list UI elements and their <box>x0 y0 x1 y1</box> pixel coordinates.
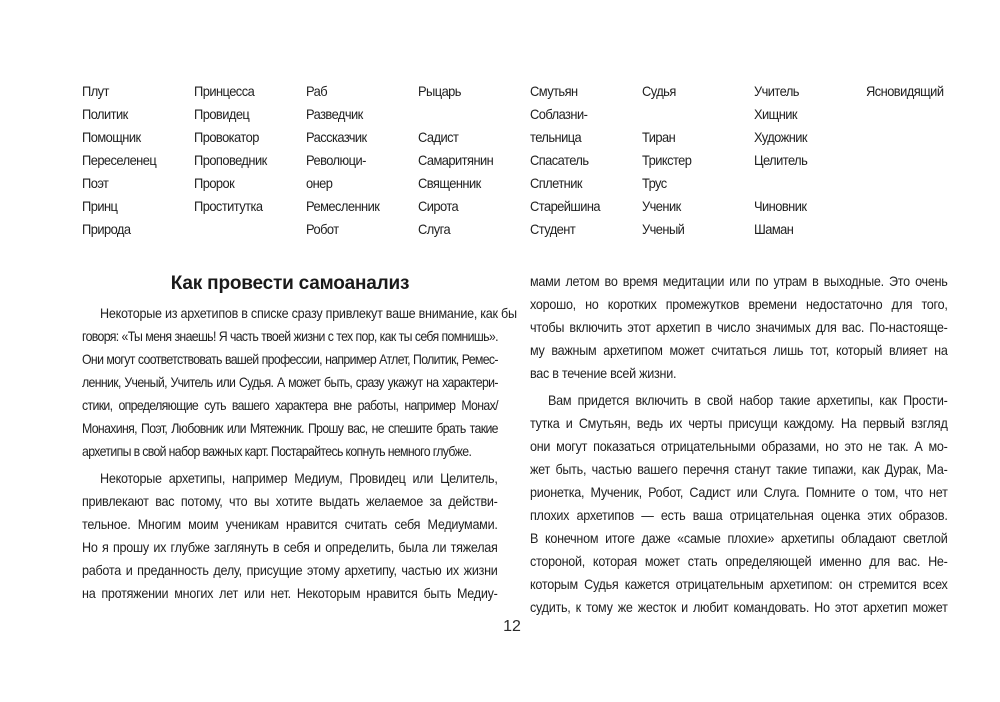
archetype-name: Принц <box>82 198 118 214</box>
archetype-name: Провокатор <box>194 129 259 145</box>
archetype-name: Проститутка <box>194 198 263 214</box>
archetype-list <box>82 80 962 240</box>
text-line: Но я прошу их глубже заглянуть в себя и определить, была ли тяжелая <box>82 539 498 555</box>
archetype-name: Плут <box>82 83 109 99</box>
archetype-name: Политик <box>82 106 128 122</box>
archetype-name: Ученый <box>642 221 685 237</box>
archetype-name: Принцесса <box>194 83 255 99</box>
archetype-name: Учитель <box>754 83 799 99</box>
archetype-name: Поэт <box>82 175 109 191</box>
archetype-name: Самаритянин <box>418 152 494 168</box>
archetype-name: Пророк <box>194 175 235 191</box>
archetype-name <box>866 103 969 126</box>
text-line: жет быть, частью вашего перечня станут такие типажи, как Дурак, Ма- <box>530 461 948 477</box>
archetype-name: Соблазни- <box>530 106 588 122</box>
archetype-name: Природа <box>82 221 131 237</box>
text-line: которым Судья кажется отрицательным архетипом: он стремится всех <box>530 576 948 592</box>
archetype-name: Ремесленник <box>306 198 380 214</box>
archetype-column <box>306 80 418 241</box>
text-line: тутка и Смутьян, ведь их черты присущи каждому. На первый взгляд <box>530 415 948 431</box>
text-line: плохих архетипов — есть ваша отрицательная оценка этих образов. <box>530 507 948 523</box>
archetype-name: Ясновидящий <box>866 83 944 99</box>
archetype-column <box>418 80 530 241</box>
text-line: архетипы в свой набор важных карт. Постарайтесь копнуть немного глубже. <box>82 443 472 459</box>
archetype-name: Слуга <box>418 221 451 237</box>
archetype-name: Садист <box>418 129 459 145</box>
archetype-column <box>194 80 306 241</box>
archetype-name: Переселенец <box>82 152 157 168</box>
archetype-name: Рассказчик <box>306 129 367 145</box>
text-line: В конечном итоге даже «самые плохие» архетипы обладают светлой <box>530 530 948 546</box>
archetype-name: Хищник <box>754 106 798 122</box>
archetype-name: Спасатель <box>530 152 589 168</box>
archetype-name: Судья <box>642 83 676 99</box>
archetype-name: Студент <box>530 221 576 237</box>
text-line: на протяжении многих лет или нет. Некоторым нравится быть Медиу- <box>82 585 498 601</box>
archetype-column <box>754 80 866 241</box>
archetype-name <box>866 149 969 172</box>
text-line: мами летом во время медитации или по утрам в выходные. Это очень <box>530 273 948 289</box>
text-line: Вам придется включить в свой набор такие архетипы, как Прости- <box>548 392 948 408</box>
text-line: хорошо, но коротких промежутков времени недостаточно для того, <box>530 296 948 312</box>
archetype-name: Целитель <box>754 152 808 168</box>
archetype-name <box>866 195 969 218</box>
text-line: привлекают вас потому, что вы хотите выдать желаемое за действи- <box>82 493 498 509</box>
text-line: они могут показаться отрицательными образами, но это не так. А мо- <box>530 438 948 454</box>
text-line: Некоторые из архетипов в списке сразу привлекут ваше внимание, как бы <box>100 305 517 321</box>
archetype-name: Проповедник <box>194 152 267 168</box>
text-line: ленник, Ученый, Учитель или Судья. А может быть, сразу укажут на характери- <box>82 374 498 390</box>
archetype-name: Рыцарь <box>418 83 461 99</box>
archetype-name: Тиран <box>642 129 676 145</box>
archetype-name <box>418 103 521 126</box>
archetype-column <box>642 80 754 241</box>
archetype-name <box>754 172 857 195</box>
text-line: стороной, которая может стать определяющей именно для вас. Не- <box>530 553 948 569</box>
archetype-name: Раб <box>306 83 328 99</box>
archetype-name: Художник <box>754 129 808 145</box>
archetype-name: Смутьян <box>530 83 578 99</box>
archetype-name: Робот <box>306 221 339 237</box>
text-line: Монахиня, Поэт, Любовник или Мятежник. Прошу вас, не спешите брать такие <box>82 420 498 436</box>
archetype-name: Разведчик <box>306 106 363 122</box>
archetype-name: тельница <box>530 129 582 145</box>
archetype-name <box>194 218 297 241</box>
archetype-name: Помощник <box>82 129 141 145</box>
page-number: 12 <box>503 618 521 635</box>
archetype-name: Трикстер <box>642 152 692 168</box>
archetype-name: Священник <box>418 175 481 191</box>
archetype-name: Провидец <box>194 106 250 122</box>
right-text-column <box>530 270 948 619</box>
archetype-column <box>866 80 978 241</box>
archetype-name <box>642 103 745 126</box>
archetype-name: Сплетник <box>530 175 582 191</box>
archetype-column <box>82 80 194 241</box>
text-line: судить, к тому же жесток и любит командовать. Но этот архетип может <box>530 599 948 615</box>
archetype-name: Ученик <box>642 198 681 214</box>
archetype-column <box>530 80 642 241</box>
archetype-name: Шаман <box>754 221 794 237</box>
archetype-name: онер <box>306 175 333 191</box>
archetype-name <box>866 218 969 241</box>
text-line: му важным архетипом может считаться лишь тот, который влияет на <box>530 342 948 358</box>
text-line: чтобы включить этот архетип в число значимых для вас. По-настояще- <box>530 319 948 335</box>
archetype-name: Сирота <box>418 198 459 214</box>
text-line: говоря: «Ты меня знаешь! Я часть твоей жизни с тех пор, как ты себя помнишь». <box>82 328 498 344</box>
archetype-name <box>866 126 969 149</box>
text-line: Некоторые архетипы, например Медиум, Провидец или Целитель, <box>100 470 498 486</box>
text-line: рионетка, Мученик, Робот, Садист или Слуга. Помните о том, что нет <box>530 484 948 500</box>
section-title: Как провести самоанализ <box>170 273 410 294</box>
archetype-name: Революци- <box>306 152 366 168</box>
text-line: работа и преданность делу, присущие этому архетипу, частью их жизни <box>82 562 498 578</box>
text-line: стики, определяющие суть вашего характера вне работы, например Монах/ <box>82 397 498 413</box>
text-line: тельное. Многим моим ученикам нравится считать себя Медиумами. <box>82 516 498 532</box>
text-line: Они могут соответствовать вашей профессии, например Атлет, Политик, Ремес- <box>82 351 498 367</box>
archetype-name: Чиновник <box>754 198 807 214</box>
left-text-column <box>82 270 517 605</box>
archetype-name <box>866 172 969 195</box>
text-line: вас в течение всей жизни. <box>530 365 677 381</box>
archetype-name: Старейшина <box>530 198 601 214</box>
archetype-name: Трус <box>642 175 667 191</box>
